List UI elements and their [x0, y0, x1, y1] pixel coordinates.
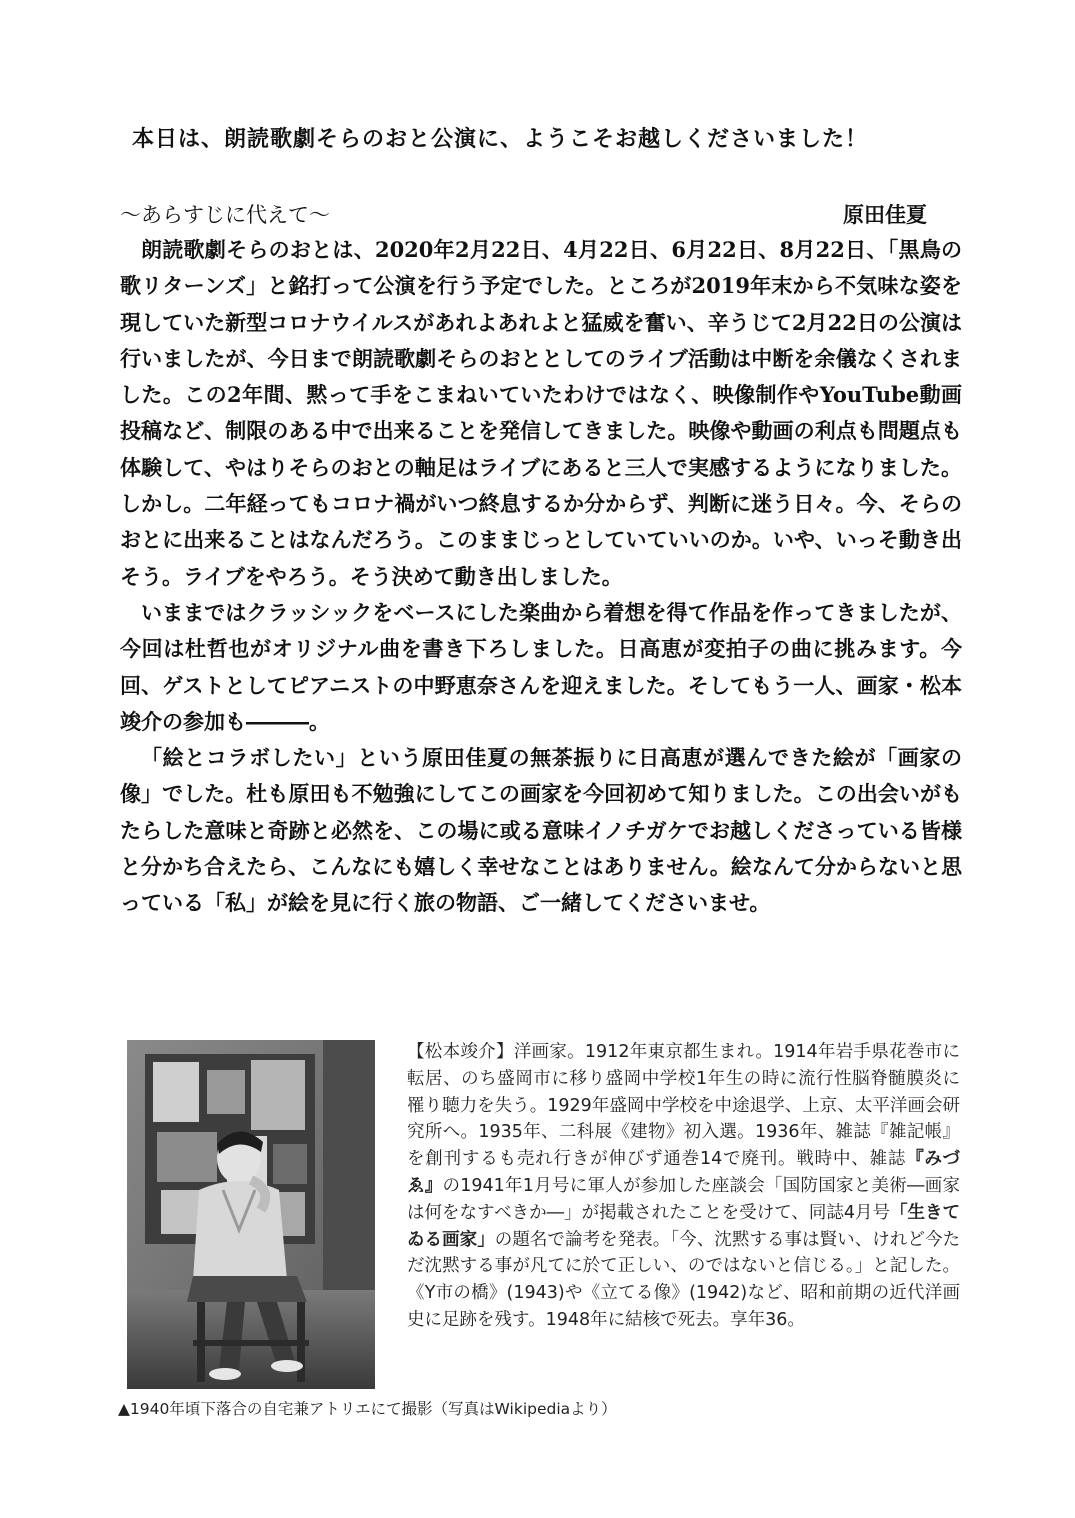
photo-caption: ▲1940年頃下落合の自宅兼アトリエにて撮影（写真はWikipediaより）	[118, 1400, 617, 1418]
bio-text-1: 【松本竣介】洋画家。1912年東京都生まれ。1914年岩手県花巻市に転居、のち盛岡市に移り盛岡中学校1年生の時に流行性脳脊髄膜炎に罹り聴力を失う。1929年盛岡中学校を中途退学、上京、太平洋画会研究所へ。1935年、二科展《建物》初入選。1936年、雑誌『雑記帳』を創刊するも売れ行きが伸びず通巻14で廃刊。戦時中、雑誌	[407, 1042, 960, 1170]
bio-text-2: の1941年1月号に軍人が参加した座談会「国防国家と美術―画家は何をなすべきか―」が掲載されたことを受けて、同誌4月号	[407, 1175, 961, 1223]
artist-bio	[407, 1039, 960, 1334]
bio-essay-title: 「生きてゐる画家」	[407, 1202, 961, 1250]
page-title: 本日は、朗読歌劇そらのおと公演に、ようこそお越しくださいました！	[132, 126, 869, 152]
artist-photo	[127, 1040, 375, 1389]
author-name: 原田佳夏	[843, 202, 927, 227]
bio-magazine-title: 『みづゑ』	[407, 1149, 960, 1196]
paragraph-2: いままではクラッシックをベースにした楽曲から着想を得て作品を作ってきましたが、今回は杜哲也がオリジナル曲を書き下ろしました。日高恵が変拍子の曲に挑みます。今回、ゲストとしてピアニストの中野恵奈さんを迎えました。そしてもう一人、画家・松本竣介の参加も―――。	[120, 599, 962, 734]
body-text	[120, 232, 962, 922]
bio-text-3: の題名で論考を発表。「今、沈黙する事は賢い、けれど今ただ沈黙する事が凡てに於て正しい、のではないと信じる。」と記した。《Y市の橋》(1943)や《立てる像》(1942)など、昭和前期の近代洋画史に足跡を残す。1948年に結核で死去。享年36。	[407, 1229, 961, 1330]
subtitle: ～あらすじに代えて～	[120, 203, 330, 227]
paragraph-3: 「絵とコラボしたい」という原田佳夏の無茶振りに日高恵が選んできた絵が「画家の像」でした。杜も原田も不勉強にしてこの画家を今回初めて知りました。この出会いがもたらした意味と奇跡と必然を、この場に或る意味イノチガケでお越しくださっている皆様と分かち合えたら、こんなにも嬉しく幸せなことはありません。絵なんて分からないと思っている「私」が絵を見に行く旅の物語、ご一緒してくださいませ。	[120, 745, 962, 916]
paragraph-1: 朗読歌劇そらのおとは、2020年2月22日、4月22日、6月22日、8月22日、「黒鳥の歌リターンズ」と銘打って公演を行う予定でした。ところが2019年末から不気味な姿を現していた新型コロナウイルスがあれよあれよと猛威を奮い、辛うじて2月22日の公演は行いましたが、今日まで朗読歌劇そらのおととしてのライブ活動は中断を余儀なくされました。この2年間、黙って手をこまねいていたわけではなく、映像制作やYouTube動画投稿など、制限のある中で出来ることを発信してきました。映像や動画の利点も問題点も体験して、やはりそらのおとの軸足はライブにあると三人で実感するようになりました。しかし。二年経ってもコロナ禍がいつ終息するか分からず、判断に迷う日々。今、そらのおとに出来ることはなんだろう。このままじっとしていていいのか。いや、いっそ動き出そう。ライブをやろう。そう決めて動き出しました。	[120, 237, 962, 589]
